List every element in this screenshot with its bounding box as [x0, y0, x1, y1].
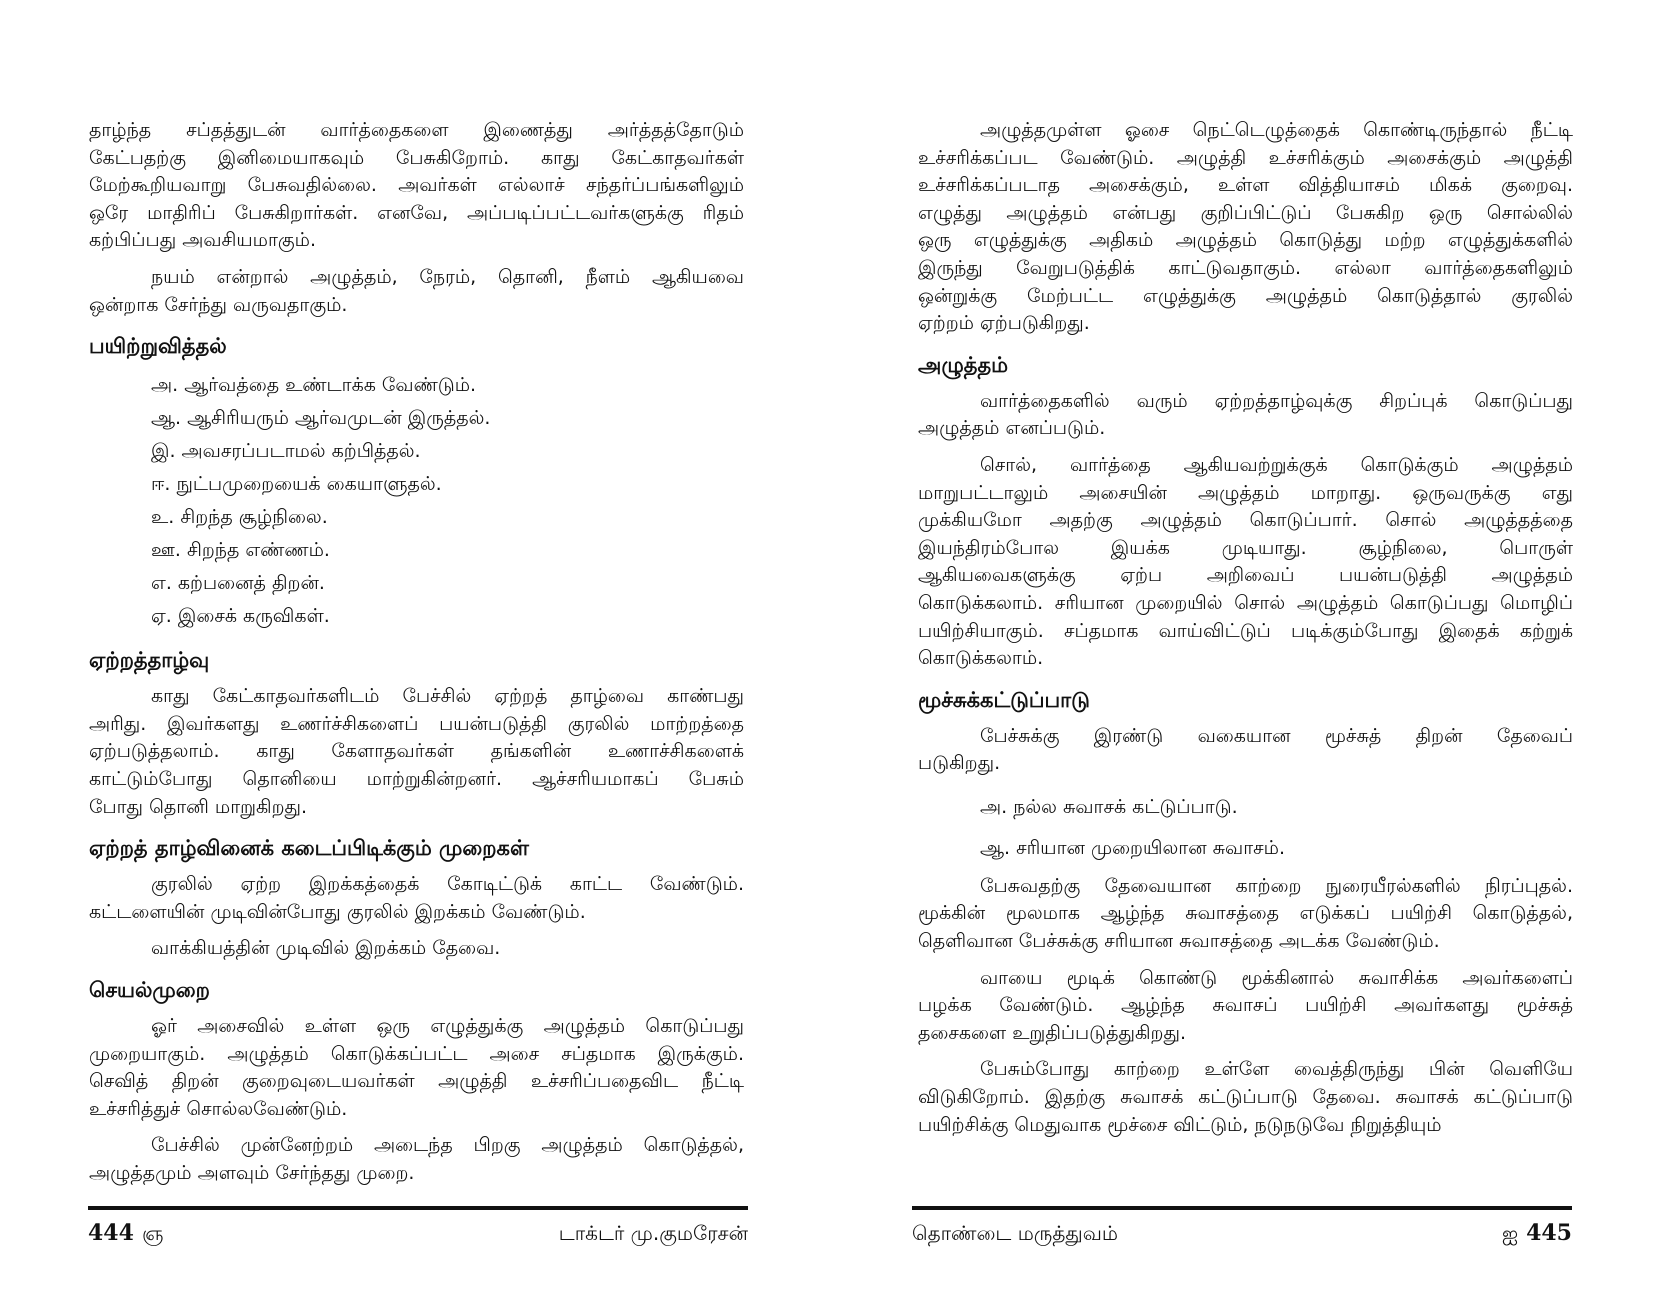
text-line: கேட்பதற்கு இனிமையாகவும் பேசுகிறோம். காது கேட்காதவர்கள் — [89, 146, 744, 169]
paragraph — [89, 871, 744, 926]
text-line: ஒன்றாக சேர்ந்து வருவதாகும். — [89, 293, 348, 316]
text-line: மூக்கின் மூலமாக ஆழ்ந்த சுவாசத்தை எடுக்கப் பயிற்சி கொடுத்தல், — [918, 902, 1573, 925]
text-line: முறையாகும். அழுத்தம் கொடுக்கப்பட்ட அசை சப்தமாக இருக்கும். — [89, 1042, 744, 1065]
text-line: கட்டளையின் முடிவின்போது குரலில் இறக்கம் வேண்டும். — [89, 900, 586, 923]
paragraph — [918, 965, 1573, 1048]
text-line: குரலில் ஏற்ற இறக்கத்தைக் கோடிட்டுக் காட்ட வேண்டும். — [151, 873, 744, 896]
paragraph — [918, 1056, 1573, 1139]
footer-page-number-group — [1494, 1220, 1572, 1248]
text-line: உச்சரிக்கப்பட வேண்டும். அழுத்தி உச்சரிக்கும் அசைக்கும் அழுத்தி — [918, 146, 1573, 169]
text-line: படுகிறது. — [918, 752, 1001, 775]
paragraph — [918, 452, 1573, 673]
left-page-footer — [88, 1206, 748, 1254]
text-line: மாறுபட்டாலும் அசையின் அழுத்தம் மாறாது. ஒருவருக்கு எது — [918, 481, 1573, 504]
list-item: எ. கற்பனைத் திறன். — [151, 572, 325, 595]
paragraph — [89, 683, 744, 821]
section-heading: அழுத்தம் — [918, 352, 1009, 377]
paragraph — [89, 1013, 744, 1123]
ornament-glyph: ஞ — [141, 1221, 164, 1245]
paragraph — [918, 723, 1573, 778]
text-line: தெளிவான பேச்சுக்கு சரியான சுவாசத்தை அடக்க வேண்டும். — [918, 930, 1440, 953]
list-item: உ. சிறந்த சூழ்நிலை. — [151, 506, 328, 529]
section-heading: மூச்சுக்கட்டுப்பாடு — [918, 687, 1090, 712]
text-line: பழக்க வேண்டும். ஆழ்ந்த சுவாசப் பயிற்சி அவர்களது மூச்சுத் — [918, 994, 1573, 1017]
text-line: ஏற்படுத்தலாம். காது கேளாதவர்கள் தங்களின் உணாச்சிகளைக் — [89, 740, 744, 763]
text-line: காது கேட்காதவர்களிடம் பேச்சில் ஏற்றத் தாழ்வை காண்பது — [151, 685, 744, 708]
running-head-title: தொண்டை மருத்துவம் — [912, 1220, 1118, 1245]
paragraph — [89, 935, 744, 963]
text-line: விடுகிறோம். இதற்கு சுவாசக் கட்டுப்பாடு தேவை. சுவாசக் கட்டுப்பாடு — [918, 1086, 1573, 1109]
list-item: ஆ. சரியான முறையிலான சுவாசம். — [980, 836, 1286, 859]
list-item: அ. நல்ல சுவாசக் கட்டுப்பாடு. — [980, 795, 1238, 818]
running-head-author: டாக்டர் மு.குமரேசன் — [558, 1220, 748, 1245]
text-line: கொடுக்கலாம். சரியான முறையில் சொல் அழுத்தம் கொடுப்பது மொழிப் — [918, 591, 1573, 614]
text-line: ஒரு எழுத்துக்கு அதிகம் அழுத்தம் கொடுத்து மற்ற எழுத்துக்களில் — [918, 229, 1573, 252]
text-line: பேசும்போது காற்றை உள்ளே வைத்திருந்து பின் வெளியே — [980, 1058, 1573, 1081]
ornament-glyph: ஐ — [1502, 1221, 1519, 1245]
text-line: கொடுக்கலாம். — [918, 647, 1044, 670]
paragraph — [918, 117, 1573, 338]
page-number: 445 — [1526, 1220, 1572, 1246]
text-line: இயந்திரம்போல இயக்க முடியாது. சூழ்நிலை, பொருள் — [918, 536, 1573, 559]
text-line: உச்சரிக்கப்படாத அசைக்கும், உள்ள வித்தியாசம் மிகக் குறைவு. — [918, 174, 1573, 197]
page-number: 444 — [88, 1220, 134, 1246]
paragraph — [918, 388, 1573, 443]
text-line: அரிது. இவர்களது உணர்ச்சிகளைப் பயன்படுத்தி குரலில் மாற்றத்தை — [89, 712, 744, 735]
right-page-footer — [912, 1206, 1572, 1254]
text-line: கற்பிப்பது அவசியமாகும். — [89, 229, 316, 252]
text-line: உச்சரித்துச் சொல்லவேண்டும். — [89, 1097, 348, 1120]
text-line: அழுத்தம் எனப்படும். — [918, 417, 1106, 440]
text-line: பேசுவதற்கு தேவையான காற்றை நுரையீரல்களில் நிரப்புதல். — [980, 874, 1573, 897]
paragraph — [89, 264, 744, 319]
text-line: ஒரே மாதிரிப் பேசுகிறார்கள். எனவே, அப்படிப்பட்டவர்களுக்கு ரிதம் — [89, 201, 744, 224]
text-line: பேச்சுக்கு இரண்டு வகையான மூச்சுத் திறன் தேவைப் — [980, 724, 1573, 747]
text-line: வார்த்தைகளில் வரும் ஏற்றத்தாழ்வுக்கு சிறப்புக் கொடுப்பது — [980, 389, 1573, 412]
text-line: காட்டும்போது தொனியை மாற்றுகின்றனர். ஆச்சரியமாகப் பேசும் — [89, 767, 744, 790]
text-line: செவித் திறன் குறைவுடையவர்கள் அழுத்தி உச்சரிப்பதைவிட நீட்டி — [89, 1070, 744, 1093]
text-line: இருந்து வேறுபடுத்திக் காட்டுவதாகும். எல்லா வார்த்தைகளிலும் — [918, 256, 1573, 279]
list-item: அ. ஆர்வத்தை உண்டாக்க வேண்டும். — [151, 374, 477, 397]
section-heading: செயல்முறை — [89, 977, 210, 1002]
section-heading: ஏற்றத்தாழ்வு — [89, 648, 210, 673]
text-line: பேச்சில் முன்னேற்றம் அடைந்த பிறகு அழுத்தம் கொடுத்தல், — [151, 1134, 744, 1157]
list-item: ஊ. சிறந்த எண்ணம். — [151, 539, 330, 562]
text-line: ஓர் அசைவில் உள்ள ஒரு எழுத்துக்கு அழுத்தம் கொடுப்பது — [151, 1014, 744, 1037]
list-item: ஆ. ஆசிரியரும் ஆர்வமுடன் இருத்தல். — [151, 407, 491, 430]
list-item: இ. அவசரப்படாமல் கற்பித்தல். — [151, 440, 421, 463]
text-line: வாக்கியத்தின் முடிவில் இறக்கம் தேவை. — [151, 937, 501, 960]
text-line: போது தொனி மாறுகிறது. — [89, 795, 308, 818]
text-line: தசைகளை உறுதிப்படுத்துகிறது. — [918, 1021, 1186, 1044]
text-line: ஒன்றுக்கு மேற்பட்ட எழுத்துக்கு அழுத்தம் கொடுத்தால் குரலில் — [918, 284, 1573, 307]
numbered-list — [918, 787, 1573, 869]
text-line: ஏற்றம் ஏற்படுகிறது. — [918, 312, 1090, 335]
section-heading: பயிற்றுவித்தல் — [89, 334, 227, 359]
list-item: ஏ. இசைக் கருவிகள். — [151, 605, 330, 628]
text-line: பயிற்சியாகும். சப்தமாக வாய்விட்டுப் படிக்கும்போது இதைக் கற்றுக் — [918, 619, 1573, 642]
numbered-list — [89, 369, 744, 633]
section-heading: ஏற்றத் தாழ்வினைக் கடைப்பிடிக்கும் முறைகள் — [89, 836, 529, 861]
right-page — [918, 117, 1573, 1148]
text-line: அழுத்தமுள்ள ஓசை நெட்டெழுத்தைக் கொண்டிருந்தால் நீட்டி — [980, 119, 1573, 141]
text-line: நயம் என்றால் அழுத்தம், நேரம், தொனி, நீளம் ஆகியவை — [151, 265, 744, 288]
list-item: ஈ. நுட்பமுறையைக் கையாளுதல். — [151, 473, 442, 496]
footer-page-number-group — [88, 1220, 171, 1248]
paragraph — [89, 117, 744, 255]
text-line: ஆகியவைகளுக்கு ஏற்ப அறிவைப் பயன்படுத்தி அழுத்தம் — [918, 564, 1573, 587]
paragraph — [89, 1132, 744, 1187]
text-line: வாயை மூடிக் கொண்டு மூக்கினால் சுவாசிக்க அவர்களைப் — [980, 966, 1573, 989]
text-line: பயிற்சிக்கு மெதுவாக மூச்சை விட்டும், நடுநடுவே நிறுத்தியும் — [918, 1113, 1442, 1136]
text-line: அழுத்தமும் அளவும் சேர்ந்தது முறை. — [89, 1161, 415, 1184]
text-line: எழுத்து அழுத்தம் என்பது குறிப்பிட்டுப் பேசுகிற ஒரு சொல்லில் — [918, 201, 1573, 224]
left-page — [89, 117, 744, 1196]
text-line: மேற்கூறியவாறு பேசுவதில்லை. அவர்கள் எல்லாச் சந்தர்ப்பங்களிலும் — [89, 174, 744, 197]
text-line: முக்கியமோ அதற்கு அழுத்தம் கொடுப்பார். சொல் அழுத்தத்தை — [918, 509, 1573, 532]
text-line: தாழ்ந்த சப்தத்துடன் வார்த்தைகளை இணைத்து அர்த்தத்தோடும் — [89, 119, 744, 141]
text-line: சொல், வார்த்தை ஆகியவற்றுக்குக் கொடுக்கும் அழுத்தம் — [980, 453, 1573, 476]
paragraph — [918, 873, 1573, 956]
